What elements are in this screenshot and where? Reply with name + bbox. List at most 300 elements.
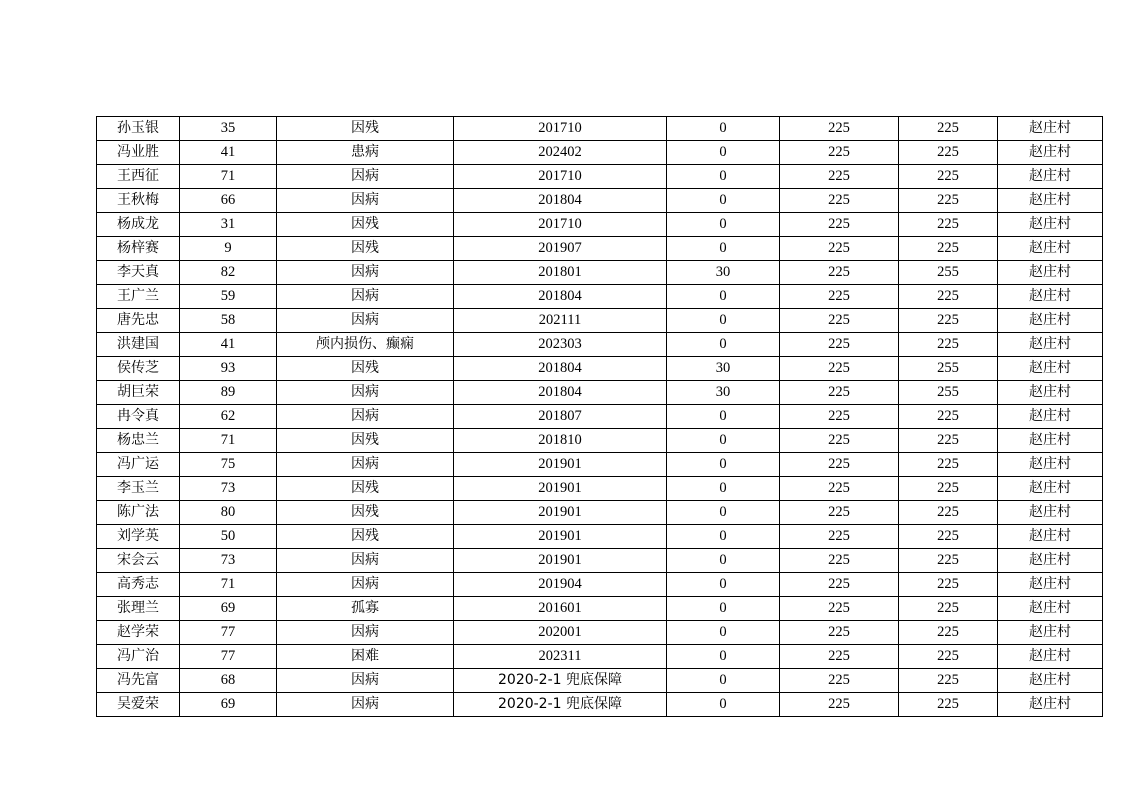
table-row (97, 549, 1103, 573)
cell-amount-c: 225 (899, 693, 998, 717)
cell-village (998, 525, 1103, 549)
cell-amount-b: 225 (780, 381, 899, 405)
cell-amount-c: 225 (899, 429, 998, 453)
cell-text: 冯业胜 (117, 144, 159, 160)
table-row (97, 309, 1103, 333)
cell-text: 因残 (351, 528, 379, 544)
cell-text: 因病 (351, 264, 379, 280)
cell-name (97, 645, 180, 669)
cell-text: 赵庄村 (1029, 264, 1071, 280)
cell-amount-b: 225 (780, 285, 899, 309)
cell-amount-b: 225 (780, 405, 899, 429)
cell-reason (277, 525, 454, 549)
cell-name (97, 237, 180, 261)
table-row (97, 285, 1103, 309)
cell-date: 201804 (454, 381, 667, 405)
cell-text: 因病 (351, 456, 379, 472)
cell-date: 202402 (454, 141, 667, 165)
cell-date: 201901 (454, 453, 667, 477)
cell-reason (277, 501, 454, 525)
cell-text: 赵学荣 (117, 624, 159, 640)
cell-date: 201901 (454, 477, 667, 501)
cell-date: 201901 (454, 525, 667, 549)
cell-amount-b: 225 (780, 453, 899, 477)
cell-text: 因病 (351, 408, 379, 424)
cell-text: 赵庄村 (1029, 120, 1071, 136)
cell-name (97, 189, 180, 213)
cell-text: 高秀志 (117, 576, 159, 592)
table-row (97, 261, 1103, 285)
cell-text: 胡巨荣 (117, 384, 159, 400)
cell-date: 201810 (454, 429, 667, 453)
cell-date: 201710 (454, 117, 667, 141)
cell-text: 因残 (351, 504, 379, 520)
cell-amount-a: 0 (667, 501, 780, 525)
cell-date: 201710 (454, 213, 667, 237)
cell-name (97, 621, 180, 645)
cell-amount-b: 225 (780, 333, 899, 357)
cell-age: 71 (180, 573, 277, 597)
cell-amount-b: 225 (780, 213, 899, 237)
assistance-recipients-table-wrap (96, 116, 1071, 717)
cell-age: 77 (180, 621, 277, 645)
cell-date: 201804 (454, 357, 667, 381)
table-row (97, 621, 1103, 645)
cell-age: 35 (180, 117, 277, 141)
cell-amount-a: 0 (667, 141, 780, 165)
cell-age: 80 (180, 501, 277, 525)
cell-age: 73 (180, 477, 277, 501)
cell-amount-c: 225 (899, 189, 998, 213)
cell-amount-c: 225 (899, 669, 998, 693)
cell-name (97, 141, 180, 165)
table-row (97, 573, 1103, 597)
table-row (97, 597, 1103, 621)
cell-village (998, 597, 1103, 621)
cell-text: 陈广法 (117, 504, 159, 520)
cell-text: 因残 (351, 216, 379, 232)
assistance-recipients-table (96, 116, 1103, 717)
table-row (97, 645, 1103, 669)
cell-age: 69 (180, 597, 277, 621)
cell-text: 王广兰 (117, 288, 159, 304)
cell-text: 赵庄村 (1029, 600, 1071, 616)
cell-name (97, 213, 180, 237)
cell-text: 赵庄村 (1029, 168, 1071, 184)
cell-text: 因残 (351, 432, 379, 448)
table-row (97, 405, 1103, 429)
cell-amount-a: 30 (667, 381, 780, 405)
cell-age: 31 (180, 213, 277, 237)
cell-amount-c: 255 (899, 357, 998, 381)
cell-village (998, 261, 1103, 285)
cell-text: 孤寡 (351, 600, 379, 616)
cell-amount-a: 30 (667, 261, 780, 285)
cell-village (998, 141, 1103, 165)
cell-text: 冯广治 (117, 648, 159, 664)
table-row (97, 189, 1103, 213)
cell-text: 赵庄村 (1029, 552, 1071, 568)
cell-text: 2020-2-1 兜底保障 (498, 672, 622, 688)
cell-amount-a: 0 (667, 597, 780, 621)
cell-reason (277, 453, 454, 477)
cell-text: 因病 (351, 168, 379, 184)
cell-text: 2020-2-1 兜底保障 (498, 696, 622, 712)
cell-name (97, 405, 180, 429)
cell-amount-a: 0 (667, 621, 780, 645)
cell-village (998, 165, 1103, 189)
cell-date: 201801 (454, 261, 667, 285)
cell-age: 75 (180, 453, 277, 477)
cell-village (998, 309, 1103, 333)
cell-text: 赵庄村 (1029, 696, 1071, 712)
cell-amount-b: 225 (780, 237, 899, 261)
cell-amount-a: 0 (667, 645, 780, 669)
cell-age: 68 (180, 669, 277, 693)
cell-text: 张理兰 (117, 600, 159, 616)
table-row (97, 501, 1103, 525)
cell-name (97, 573, 180, 597)
cell-name (97, 285, 180, 309)
cell-village (998, 381, 1103, 405)
cell-text: 因病 (351, 312, 379, 328)
cell-text: 因残 (351, 360, 379, 376)
cell-text: 赵庄村 (1029, 648, 1071, 664)
table-row (97, 357, 1103, 381)
cell-amount-c: 225 (899, 549, 998, 573)
cell-age: 9 (180, 237, 277, 261)
cell-age: 58 (180, 309, 277, 333)
table-row (97, 669, 1103, 693)
cell-amount-b: 225 (780, 357, 899, 381)
cell-name (97, 261, 180, 285)
cell-text: 因病 (351, 696, 379, 712)
cell-village (998, 213, 1103, 237)
cell-reason (277, 189, 454, 213)
cell-amount-b: 225 (780, 501, 899, 525)
cell-text: 杨梓赛 (117, 240, 159, 256)
cell-text: 侯传芝 (117, 360, 159, 376)
cell-amount-c: 225 (899, 525, 998, 549)
cell-text: 洪建国 (117, 336, 159, 352)
cell-amount-b: 225 (780, 141, 899, 165)
cell-amount-c: 225 (899, 573, 998, 597)
cell-text: 因病 (351, 552, 379, 568)
cell-amount-b: 225 (780, 549, 899, 573)
cell-name (97, 669, 180, 693)
cell-amount-a: 0 (667, 549, 780, 573)
cell-amount-a: 0 (667, 213, 780, 237)
cell-reason (277, 405, 454, 429)
cell-text: 因残 (351, 240, 379, 256)
cell-text: 颅内损伤、癫痫 (316, 336, 414, 352)
cell-text: 李玉兰 (117, 480, 159, 496)
cell-date (454, 669, 667, 693)
cell-text: 赵庄村 (1029, 576, 1071, 592)
cell-amount-b: 225 (780, 621, 899, 645)
cell-amount-c: 225 (899, 237, 998, 261)
table-row (97, 525, 1103, 549)
cell-reason (277, 261, 454, 285)
cell-village (998, 669, 1103, 693)
cell-text: 赵庄村 (1029, 336, 1071, 352)
cell-reason (277, 669, 454, 693)
cell-text: 赵庄村 (1029, 216, 1071, 232)
cell-date: 201710 (454, 165, 667, 189)
cell-amount-b: 225 (780, 693, 899, 717)
cell-amount-c: 225 (899, 405, 998, 429)
cell-text: 李天真 (117, 264, 159, 280)
cell-village (998, 237, 1103, 261)
table-row (97, 117, 1103, 141)
cell-date: 201804 (454, 189, 667, 213)
cell-date: 201601 (454, 597, 667, 621)
cell-date: 202311 (454, 645, 667, 669)
cell-reason (277, 621, 454, 645)
cell-text: 赵庄村 (1029, 192, 1071, 208)
cell-text: 因残 (351, 120, 379, 136)
cell-amount-b: 225 (780, 669, 899, 693)
cell-village (998, 357, 1103, 381)
cell-reason (277, 645, 454, 669)
cell-name (97, 597, 180, 621)
cell-village (998, 189, 1103, 213)
table-row (97, 165, 1103, 189)
cell-reason (277, 477, 454, 501)
cell-amount-a: 0 (667, 405, 780, 429)
cell-reason (277, 693, 454, 717)
cell-text: 孙玉银 (117, 120, 159, 136)
cell-amount-c: 225 (899, 453, 998, 477)
cell-amount-c: 225 (899, 117, 998, 141)
cell-text: 赵庄村 (1029, 360, 1071, 376)
cell-name (97, 117, 180, 141)
cell-age: 50 (180, 525, 277, 549)
cell-amount-c: 225 (899, 309, 998, 333)
cell-text: 冉令真 (117, 408, 159, 424)
cell-text: 赵庄村 (1029, 144, 1071, 160)
cell-text: 赵庄村 (1029, 456, 1071, 472)
cell-name (97, 357, 180, 381)
cell-date: 201904 (454, 573, 667, 597)
cell-amount-b: 225 (780, 165, 899, 189)
cell-name (97, 453, 180, 477)
cell-reason (277, 429, 454, 453)
cell-amount-a: 0 (667, 117, 780, 141)
cell-reason (277, 285, 454, 309)
cell-text: 因残 (351, 480, 379, 496)
cell-village (998, 573, 1103, 597)
cell-amount-a: 0 (667, 453, 780, 477)
cell-name (97, 165, 180, 189)
cell-amount-a: 0 (667, 669, 780, 693)
cell-amount-a: 0 (667, 477, 780, 501)
table-row (97, 213, 1103, 237)
cell-text: 冯先富 (117, 672, 159, 688)
cell-age: 59 (180, 285, 277, 309)
cell-amount-b: 225 (780, 597, 899, 621)
cell-date: 201901 (454, 501, 667, 525)
cell-age: 89 (180, 381, 277, 405)
cell-date: 202303 (454, 333, 667, 357)
cell-village (998, 333, 1103, 357)
cell-text: 杨成龙 (117, 216, 159, 232)
cell-amount-c: 225 (899, 165, 998, 189)
cell-village (998, 477, 1103, 501)
cell-age: 71 (180, 165, 277, 189)
cell-amount-b: 225 (780, 429, 899, 453)
cell-amount-a: 0 (667, 573, 780, 597)
cell-name (97, 429, 180, 453)
cell-name (97, 501, 180, 525)
cell-reason (277, 597, 454, 621)
table-row (97, 381, 1103, 405)
cell-age: 41 (180, 141, 277, 165)
table-row (97, 453, 1103, 477)
cell-date: 202111 (454, 309, 667, 333)
cell-village (998, 621, 1103, 645)
cell-text: 因病 (351, 672, 379, 688)
cell-amount-b: 225 (780, 477, 899, 501)
cell-reason (277, 309, 454, 333)
cell-text: 赵庄村 (1029, 312, 1071, 328)
cell-amount-a: 0 (667, 333, 780, 357)
cell-text: 刘学英 (117, 528, 159, 544)
cell-text: 因病 (351, 576, 379, 592)
cell-reason (277, 141, 454, 165)
cell-text: 杨忠兰 (117, 432, 159, 448)
cell-amount-c: 225 (899, 501, 998, 525)
cell-text: 赵庄村 (1029, 504, 1071, 520)
cell-name (97, 477, 180, 501)
cell-reason (277, 333, 454, 357)
cell-date (454, 693, 667, 717)
cell-text: 因病 (351, 384, 379, 400)
cell-text: 赵庄村 (1029, 432, 1071, 448)
cell-amount-b: 225 (780, 645, 899, 669)
cell-text: 冯广运 (117, 456, 159, 472)
cell-amount-c: 225 (899, 477, 998, 501)
cell-amount-b: 225 (780, 525, 899, 549)
cell-age: 71 (180, 429, 277, 453)
cell-amount-a: 0 (667, 285, 780, 309)
cell-amount-a: 0 (667, 165, 780, 189)
cell-name (97, 525, 180, 549)
cell-age: 66 (180, 189, 277, 213)
cell-village (998, 117, 1103, 141)
cell-text: 吴爱荣 (117, 696, 159, 712)
cell-village (998, 693, 1103, 717)
cell-text: 王西征 (117, 168, 159, 184)
cell-village (998, 453, 1103, 477)
cell-village (998, 285, 1103, 309)
table-row (97, 333, 1103, 357)
cell-village (998, 405, 1103, 429)
cell-reason (277, 165, 454, 189)
cell-text: 患病 (351, 144, 379, 160)
cell-text: 宋会云 (117, 552, 159, 568)
table-row (97, 693, 1103, 717)
table-row (97, 237, 1103, 261)
cell-reason (277, 357, 454, 381)
cell-date: 201907 (454, 237, 667, 261)
cell-amount-c: 255 (899, 381, 998, 405)
cell-reason (277, 549, 454, 573)
cell-amount-b: 225 (780, 117, 899, 141)
cell-text: 赵庄村 (1029, 408, 1071, 424)
cell-reason (277, 117, 454, 141)
cell-village (998, 501, 1103, 525)
cell-text: 因病 (351, 288, 379, 304)
cell-text: 因病 (351, 192, 379, 208)
cell-amount-c: 225 (899, 597, 998, 621)
cell-name (97, 309, 180, 333)
cell-text: 唐先忠 (117, 312, 159, 328)
cell-date: 202001 (454, 621, 667, 645)
cell-text: 赵庄村 (1029, 672, 1071, 688)
cell-amount-a: 0 (667, 309, 780, 333)
cell-text: 王秋梅 (117, 192, 159, 208)
cell-text: 赵庄村 (1029, 288, 1071, 304)
cell-age: 73 (180, 549, 277, 573)
cell-amount-c: 225 (899, 213, 998, 237)
cell-amount-c: 225 (899, 285, 998, 309)
cell-date: 201804 (454, 285, 667, 309)
table-row (97, 141, 1103, 165)
cell-reason (277, 573, 454, 597)
cell-reason (277, 213, 454, 237)
cell-amount-c: 225 (899, 645, 998, 669)
cell-amount-a: 0 (667, 693, 780, 717)
cell-amount-c: 225 (899, 141, 998, 165)
cell-amount-a: 0 (667, 237, 780, 261)
cell-amount-b: 225 (780, 261, 899, 285)
cell-amount-b: 225 (780, 189, 899, 213)
cell-village (998, 429, 1103, 453)
cell-reason (277, 381, 454, 405)
cell-age: 77 (180, 645, 277, 669)
cell-amount-b: 225 (780, 309, 899, 333)
cell-amount-a: 0 (667, 429, 780, 453)
cell-age: 82 (180, 261, 277, 285)
cell-amount-a: 30 (667, 357, 780, 381)
cell-text: 赵庄村 (1029, 384, 1071, 400)
cell-name (97, 333, 180, 357)
cell-text: 赵庄村 (1029, 480, 1071, 496)
cell-date: 201807 (454, 405, 667, 429)
cell-age: 69 (180, 693, 277, 717)
cell-text: 赵庄村 (1029, 528, 1071, 544)
cell-age: 41 (180, 333, 277, 357)
cell-amount-a: 0 (667, 189, 780, 213)
cell-amount-c: 225 (899, 621, 998, 645)
cell-name (97, 693, 180, 717)
cell-age: 93 (180, 357, 277, 381)
cell-text: 困难 (351, 648, 379, 664)
cell-name (97, 549, 180, 573)
cell-name (97, 381, 180, 405)
cell-amount-c: 255 (899, 261, 998, 285)
cell-age: 62 (180, 405, 277, 429)
cell-village (998, 645, 1103, 669)
cell-amount-c: 225 (899, 333, 998, 357)
table-row (97, 477, 1103, 501)
cell-text: 赵庄村 (1029, 240, 1071, 256)
cell-amount-b: 225 (780, 573, 899, 597)
cell-date: 201901 (454, 549, 667, 573)
cell-village (998, 549, 1103, 573)
cell-reason (277, 237, 454, 261)
